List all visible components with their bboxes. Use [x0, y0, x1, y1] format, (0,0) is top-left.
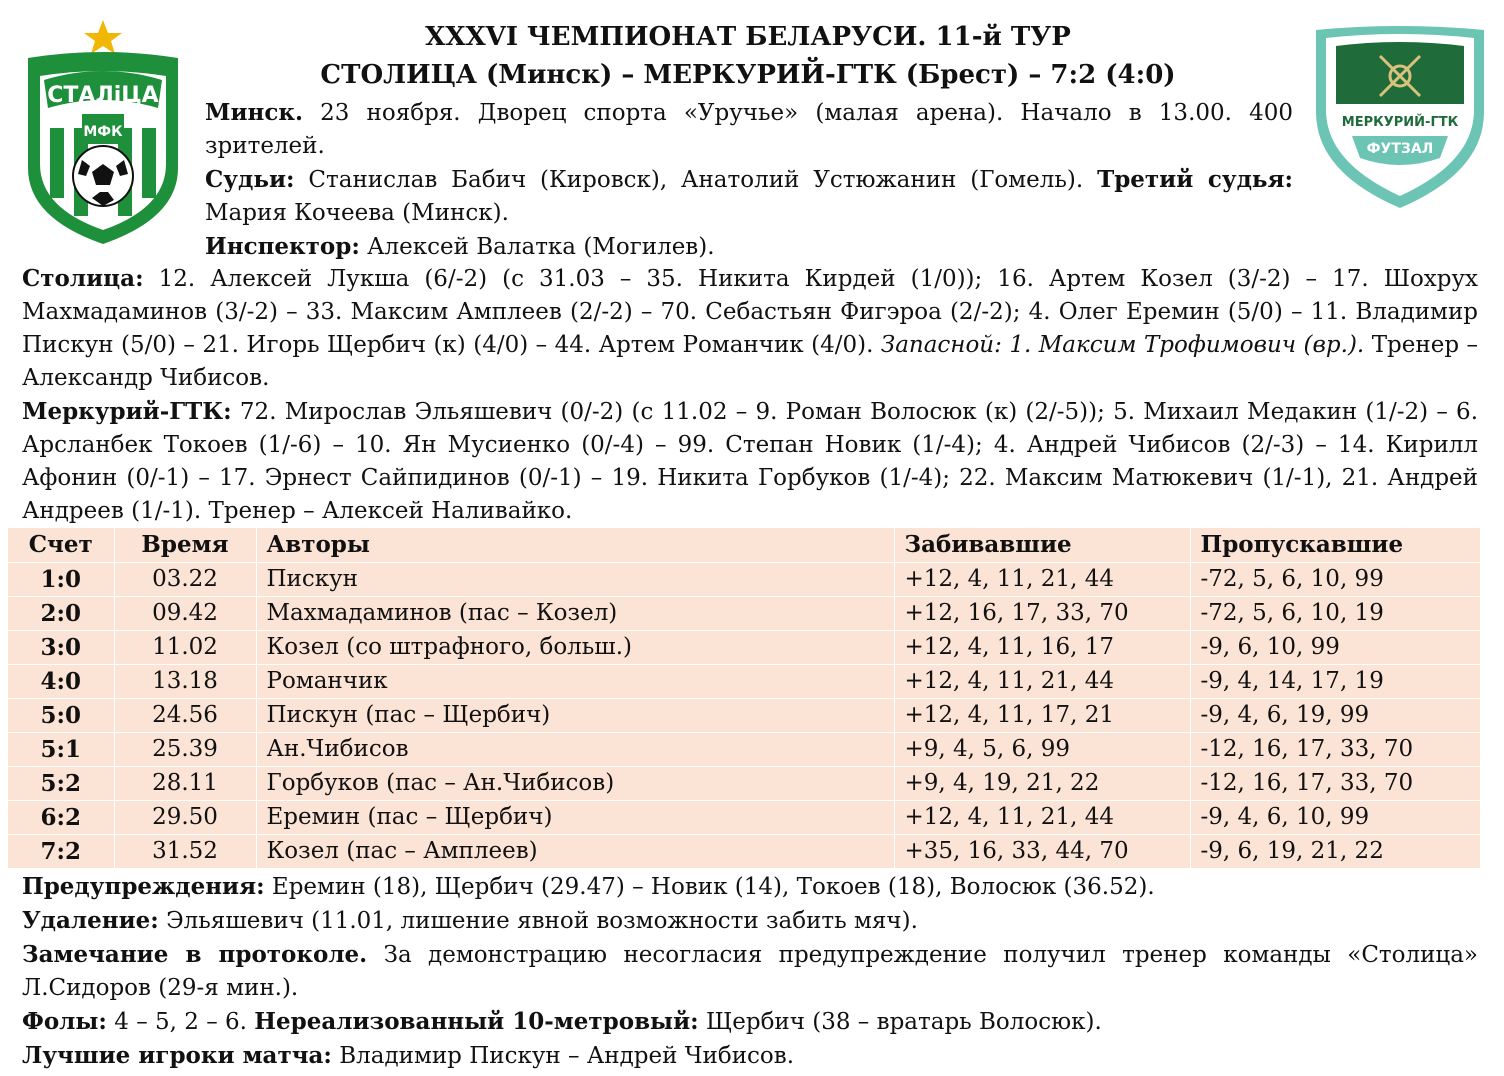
score-cell: 6:2: [8, 800, 114, 834]
conceding-players-cell: -9, 6, 19, 21, 22: [1190, 834, 1480, 868]
home-team-label: Столица:: [22, 265, 144, 292]
time-cell: 28.11: [114, 766, 256, 800]
header-scorers: Авторы: [256, 528, 894, 562]
scorer-cell: Ан.Чибисов: [256, 732, 894, 766]
venue-text: 23 ноября. Дворец спорта «Уручье» (малая арена). Начало в 13.00. 400 зрителей.: [205, 100, 1293, 159]
missed-penalty-text: Щербич (38 – вратарь Волосюк).: [705, 1009, 1102, 1035]
header-score: Счет: [8, 528, 114, 562]
scoring-players-cell: +12, 4, 11, 21, 44: [894, 800, 1190, 834]
scoring-players-cell: +9, 4, 19, 21, 22: [894, 766, 1190, 800]
away-coach: Тренер – Алексей Наливайко.: [208, 498, 573, 524]
stalitsa-logo-text: СТАЛiЦА: [47, 83, 159, 108]
away-lineup: [22, 395, 1478, 528]
score-cell: 3:0: [8, 630, 114, 664]
conceding-players-cell: -12, 16, 17, 33, 70: [1190, 766, 1480, 800]
merkuriy-logo-text: МЕРКУРИЙ-ГТК: [1341, 115, 1459, 130]
conceding-players-cell: -9, 4, 6, 10, 99: [1190, 800, 1480, 834]
merkuriy-gtk-logo: [1312, 22, 1488, 212]
table-row: [8, 766, 1480, 800]
away-players: 72. Мирослав Эльяшевич (0/-2) (с 11.02 – 9. Роман Волосюк (к) (2/-5)); 5. Михаил Медакин (1/-2) – 6. Арсланбек Токоев (1/-6) – 10. Ян Мусиенко (0/-4) – 99. Степан Новик (1/-4); 4. Андрей Чибисов (2/-3) – 14. Кирилл Афонин (0/-1) – 17. Эрнест Сайпидинов (0/-1) – 19. Никита Горбуков (1/-4); 22. Максим Матюкевич (1/-1), 21. Андрей Андреев (1/-1).: [22, 399, 1479, 524]
home-reserve: Запасной: 1. Максим Трофимович (вр.).: [880, 332, 1365, 358]
protocol-note-label: Замечание в протоколе.: [22, 941, 368, 968]
scorer-cell: Горбуков (пас – Ан.Чибисов): [256, 766, 894, 800]
table-row: [8, 698, 1480, 732]
time-cell: 31.52: [114, 834, 256, 868]
score-cell: 1:0: [8, 562, 114, 596]
referees-text: Станислав Бабич (Кировск), Анатолий Устюжанин (Гомель).: [308, 167, 1084, 193]
header-on-court-conceding: Пропускавшие: [1190, 528, 1480, 562]
warnings-text: Еремин (18), Щербич (29.47) – Новик (14), Токоев (18), Волосюк (36.52).: [271, 874, 1155, 900]
fouls-line: [22, 1005, 1478, 1039]
sendoff-text: Эльяшевич (11.01, лишение явной возможности забить мяч).: [166, 908, 918, 934]
goals-table-header: [8, 528, 1480, 562]
score-cell: 7:2: [8, 834, 114, 868]
home-coach: Тренер – Александр Чибисов.: [22, 332, 1479, 391]
referees-line: [205, 163, 1293, 230]
fouls-label: Фолы:: [22, 1008, 107, 1035]
third-referee-text: Мария Кочеева (Минск).: [205, 200, 509, 226]
table-row: [8, 800, 1480, 834]
time-cell: 29.50: [114, 800, 256, 834]
score-cell: 2:0: [8, 596, 114, 630]
missed-penalty-label: Нереализованный 10-метровый:: [254, 1008, 699, 1035]
time-cell: 25.39: [114, 732, 256, 766]
conceding-players-cell: -72, 5, 6, 10, 99: [1190, 562, 1480, 596]
table-row: [8, 630, 1480, 664]
warnings-label: Предупреждения:: [22, 873, 265, 900]
fouls-text: 4 – 5, 2 – 6.: [114, 1009, 247, 1035]
championship-title: XXXVI ЧЕМПИОНАТ БЕЛАРУСИ. 11-й ТУР: [425, 22, 1071, 52]
scoring-players-cell: +35, 16, 33, 44, 70: [894, 834, 1190, 868]
venue-label: Минск.: [205, 99, 303, 126]
conceding-players-cell: -12, 16, 17, 33, 70: [1190, 732, 1480, 766]
time-cell: 11.02: [114, 630, 256, 664]
conceding-players-cell: -9, 6, 10, 99: [1190, 630, 1480, 664]
conceding-players-cell: -9, 4, 6, 19, 99: [1190, 698, 1480, 732]
scoring-players-cell: +12, 4, 11, 21, 44: [894, 562, 1190, 596]
warnings-line: [22, 870, 1478, 904]
score-cell: 4:0: [8, 664, 114, 698]
score-cell: 5:0: [8, 698, 114, 732]
scoring-players-cell: +12, 4, 11, 17, 21: [894, 698, 1190, 732]
scorer-cell: Пискун (пас – Щербич): [256, 698, 894, 732]
best-players-text: Владимир Пискун – Андрей Чибисов.: [339, 1043, 795, 1069]
table-row: [8, 562, 1480, 596]
stalitsa-logo: [22, 18, 184, 248]
sendoff-line: [22, 904, 1478, 938]
third-referee-label: Третий судья:: [1097, 166, 1294, 193]
lineups: [22, 262, 1478, 528]
sendoff-label: Удаление:: [22, 907, 159, 934]
time-cell: 24.56: [114, 698, 256, 732]
scoring-players-cell: +9, 4, 5, 6, 99: [894, 732, 1190, 766]
scoring-players-cell: +12, 4, 11, 21, 44: [894, 664, 1190, 698]
referees-label: Судьи:: [205, 166, 295, 193]
inspector-text: Алексей Валатка (Могилев).: [367, 234, 715, 260]
score-cell: 5:2: [8, 766, 114, 800]
goals-table: [8, 528, 1480, 869]
header-time: Время: [114, 528, 256, 562]
match-notes: [22, 870, 1478, 1073]
table-row: [8, 834, 1480, 868]
table-row: [8, 664, 1480, 698]
score-cell: 5:1: [8, 732, 114, 766]
scorer-cell: Пискун: [256, 562, 894, 596]
stalitsa-logo-subtext: МФК: [83, 124, 123, 140]
away-team-label: Меркурий-ГТК:: [22, 398, 232, 425]
merkuriy-logo-subtext: ФУТЗАЛ: [1366, 141, 1434, 157]
scoring-players-cell: +12, 16, 17, 33, 70: [894, 596, 1190, 630]
time-cell: 03.22: [114, 562, 256, 596]
scorer-cell: Козел (пас – Амплеев): [256, 834, 894, 868]
match-info: [205, 96, 1293, 264]
header-on-court-scoring: Забивавшие: [894, 528, 1190, 562]
best-players-label: Лучшие игроки матча:: [22, 1042, 332, 1069]
best-players-line: [22, 1039, 1478, 1073]
scorer-cell: Еремин (пас – Щербич): [256, 800, 894, 834]
home-players: 12. Алексей Лукша (6/-2) (с 31.03 – 35. Никита Кирдей (1/0)); 16. Артем Козел (3/-2) – 17. Шохрух Махмадаминов (3/-2) – 33. Максим Амплеев (2/-2) – 70. Себастьян Фигэроа (2/-2); 4. Олег Еремин (5/0) – 11. Владимир Пискун (5/0) – 21. Игорь Щербич (к) (4/0) – 44. Артем Романчик (4/0).: [22, 266, 1478, 358]
table-row: [8, 732, 1480, 766]
match-title: СТОЛИЦА (Минск) – МЕРКУРИЙ-ГТК (Брест) – 7:2 (4:0): [320, 60, 1176, 90]
home-lineup: [22, 262, 1478, 395]
conceding-players-cell: -9, 4, 14, 17, 19: [1190, 664, 1480, 698]
inspector-line: [205, 230, 1293, 264]
scoring-players-cell: +12, 4, 11, 16, 17: [894, 630, 1190, 664]
time-cell: 13.18: [114, 664, 256, 698]
time-cell: 09.42: [114, 596, 256, 630]
conceding-players-cell: -72, 5, 6, 10, 19: [1190, 596, 1480, 630]
protocol-note-line: [22, 938, 1478, 1005]
scorer-cell: Махмадаминов (пас – Козел): [256, 596, 894, 630]
star-icon: [84, 20, 122, 54]
venue-line: [205, 96, 1293, 163]
soccer-ball-icon: [73, 146, 133, 206]
inspector-label: Инспектор:: [205, 233, 360, 260]
scorer-cell: Романчик: [256, 664, 894, 698]
table-row: [8, 596, 1480, 630]
protocol-note-text: За демонстрацию несогласия предупреждение получил тренер команды «Столица» Л.Сидоров (29-я мин.).: [22, 942, 1478, 1001]
scorer-cell: Козел (со штрафного, больш.): [256, 630, 894, 664]
